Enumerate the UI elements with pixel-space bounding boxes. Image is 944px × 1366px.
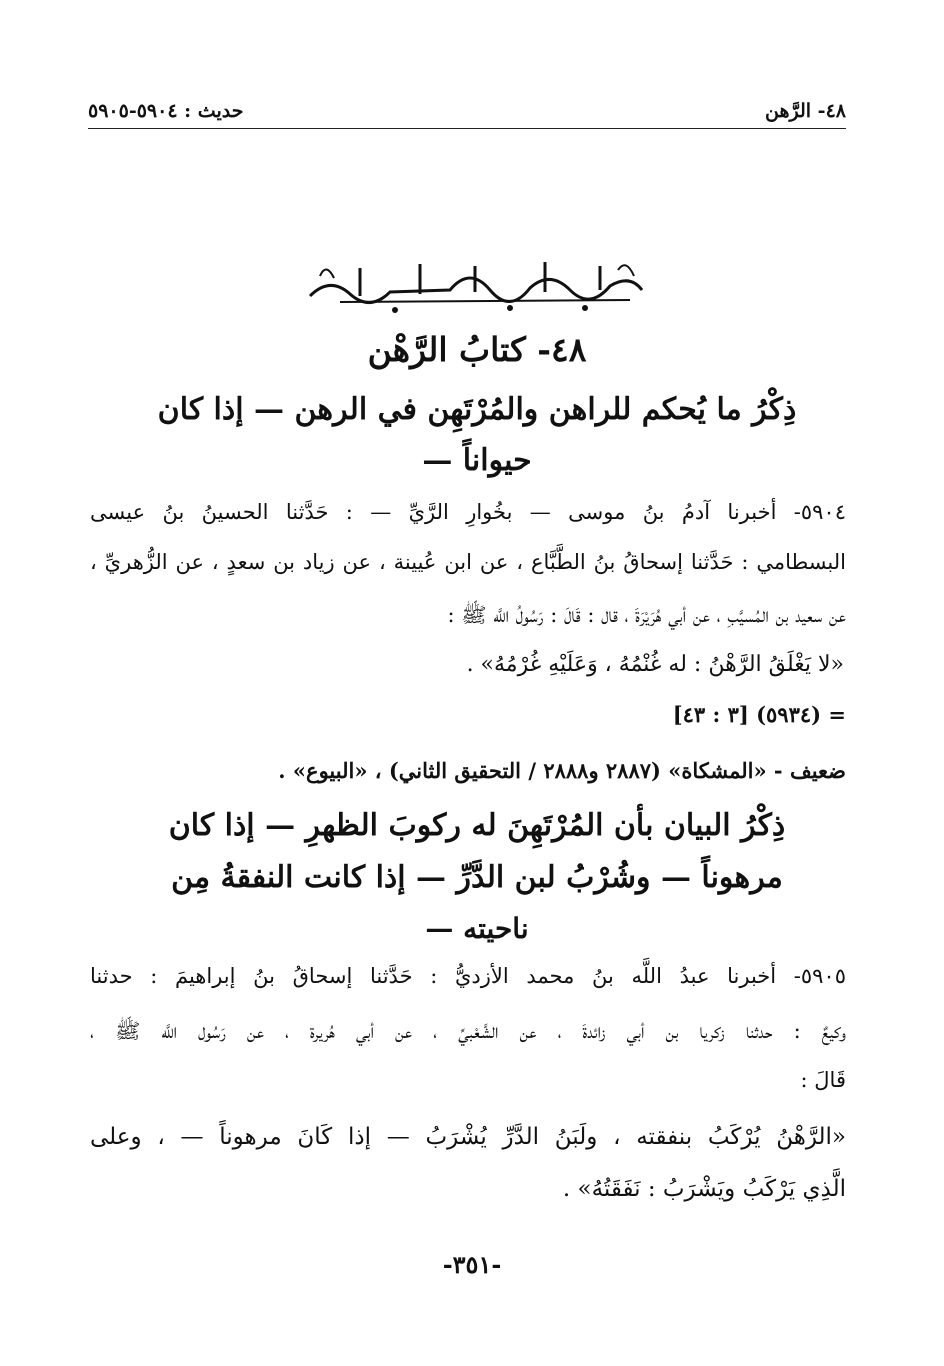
header-hadith-range: حديث : ٥٩٠٤-٥٩٠٥ (88, 100, 244, 122)
chapter1-heading-line1: ذِكْرُ ما يُحكم للراهن والمُرْتَهِن في الرهن — إذا كان (157, 392, 797, 427)
chapter2-heading-line3: ناحيته — (425, 912, 529, 945)
hadith1-isnad-line1: ٥٩٠٤- أخبرنا آدمُ بنُ موسى — بخُوارِ الرَّيِّ — : حَدَّثنا الحسينُ بنُ عيسى (90, 500, 846, 524)
chapter2-heading-line2: مرهوناً — وشُرْبُ لبن الدَّرِّ — إذا كانت النفقةُ مِن (171, 860, 783, 895)
page-number: -٣٥١- (442, 1250, 502, 1279)
hadith1-isnad-line3: عن سعيد بن المُسيَّبِ ، عن أبي هُرَيْرَةَ ، قال : قَالَ : رَسُولُ اللَّه ﷺ : (447, 603, 846, 627)
basmala-calligraphy-svg (300, 256, 650, 318)
header-book-title: ٤٨- الرَّهن (765, 100, 846, 122)
hadith1-grading: ضعيف - «المشكاة» (٢٨٨٧ و٢٨٨٨ / التحقيق الثاني) ، «البيوع» . (278, 758, 846, 783)
chapter1-heading-line2: حيواناً — (422, 443, 532, 478)
chapter2-heading-line1: ذِكْرُ البيان بأن المُرْتَهِنَ له ركوبَ الظهرِ — إذا كان (168, 808, 786, 843)
running-header (88, 94, 846, 129)
hadith1-isnad-line2: البسطامي : حَدَّثنا إسحاقُ بنُ الطَّبَّاع ، عن ابن عُيينة ، عن زياد بن سعدٍ ، عن الزُّهريِّ ، (90, 550, 846, 574)
hadith2-isnad-line2: وكيعٌ : حدثنا زكريا بن أبي زائدةَ ، عن الشَّعْبيِّ ، عن أبي هُريرة ، عن رَسُول اللَّه ﷺ ، (90, 1019, 846, 1043)
basmala-calligraphy (300, 256, 650, 318)
hadith1-cross-reference: = (٥٩٣٤) [٣ : ٤٣] (672, 702, 846, 727)
hadith2-matn-line2: الَّذِي يَرْكَبُ ويَشْرَبُ : نَفَقَتُهُ» . (562, 1176, 846, 1202)
book-title: ٤٨- كتابُ الرَّهْن (367, 330, 587, 369)
hadith2-isnad-line3: قَالَ : (800, 1068, 846, 1092)
hadith2-matn-line1: «الرَّهْنُ يُرْكَبُ بنفقته ، ولَبَنُ الدَّرِّ يُشْرَبُ — إذا كَانَ مرهوناً — ، وعلى (90, 1124, 846, 1150)
hadith2-isnad-line1: ٥٩٠٥- أخبرنا عبدُ اللَّه بنُ محمد الأزديُّ : حَدَّثنا إسحاقُ بنُ إبراهيمَ : حدثنا (90, 964, 846, 988)
hadith1-matn: «لا يَغْلَقُ الرَّهْنُ : له غُنْمُهُ ، وَعَلَيْهِ غُرْمُهُ» . (466, 652, 844, 677)
